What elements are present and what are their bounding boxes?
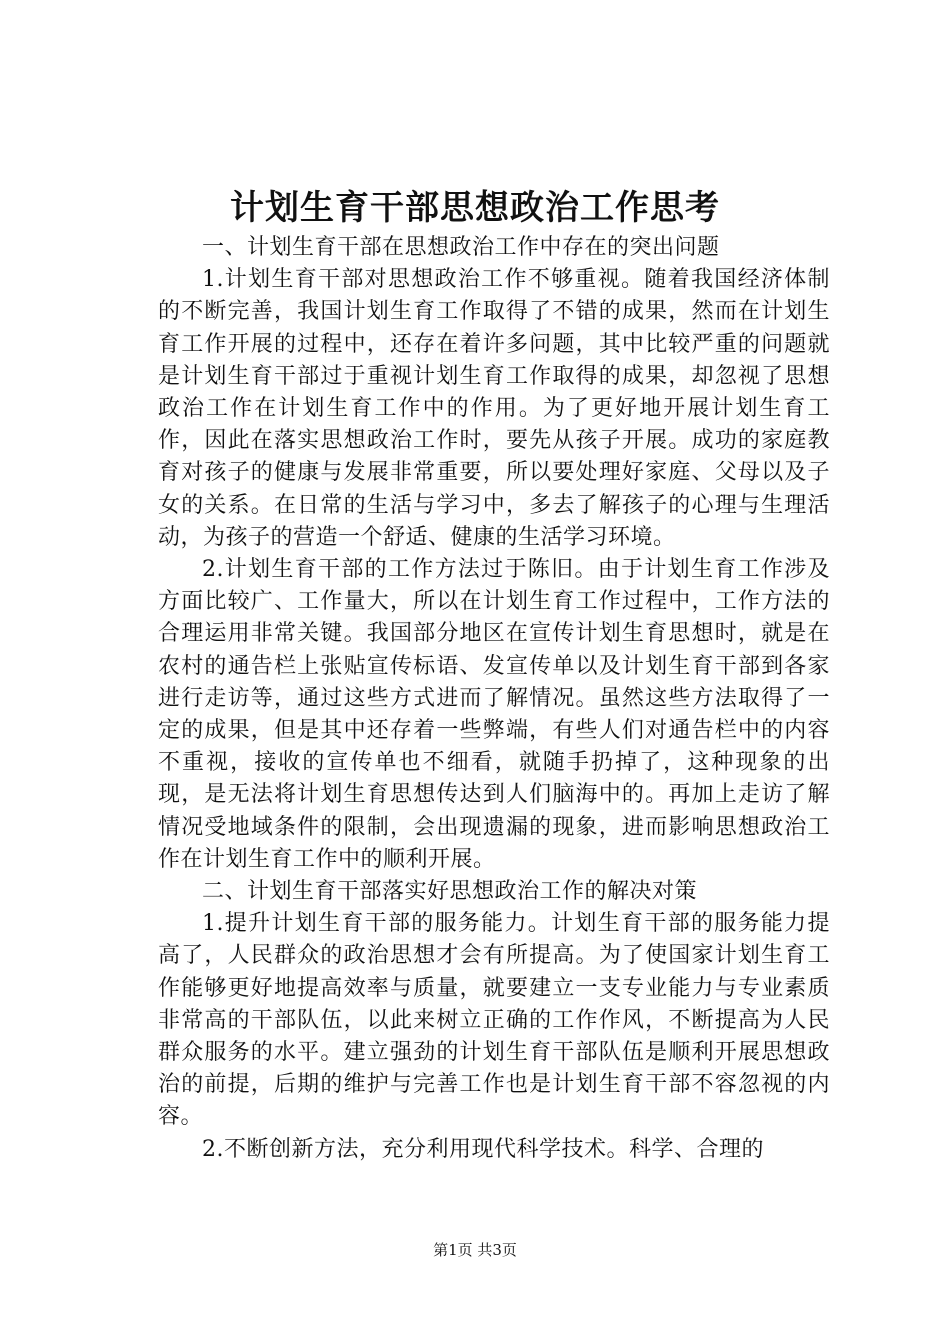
body-paragraph: 2.不断创新方法，充分利用现代科学技术。科学、合理的 bbox=[202, 1136, 764, 1162]
body-paragraph: 1.计划生育干部对思想政治工作不够重视。随着我国经济体制的不断完善，我国计划生育工作取得了不错的成果，然而在计划生育工作开展的过程中，还存在着许多问题，其中比较严重的问题就是计划生育干部过于重视计划生育工作取得的成果，却忽视了思想政治工作在计划生育工作中的作用。为了更好地开展计划生育工作，因此在落实思想政治工作时，要先从孩子开展。成功的家庭教育对孩子的健康与发展非常重要，所以要处理好家庭、父母以及子女的关系。在日常的生活与学习中，多去了解孩子的心理与生理活动，为孩子的营造一个舒适、健康的生活学习环境。 bbox=[158, 267, 830, 550]
document-title: 计划生育干部思想政治工作思考 bbox=[230, 188, 720, 228]
document-body bbox=[158, 232, 830, 1166]
body-paragraph: 2.计划生育干部的工作方法过于陈旧。由于计划生育工作涉及方面比较广、工作量大，所以在计划生育工作过程中，工作方法的合理运用非常关键。我国部分地区在宣传计划生育思想时，就是在农村的通告栏上张贴宣传标语、发宣传单以及计划生育干部到各家进行走访等，通过这些方式进而了解情况。虽然这些方法取得了一定的成果，但是其中还存着一些弊端，有些人们对通告栏中的内容不重视，接收的宣传单也不细看，就随手扔掉了，这种现象的出现，是无法将计划生育思想传达到人们脑海中的。再加上走访了解情况受地域条件的限制，会出现遗漏的现象，进而影响思想政治工作在计划生育工作中的顺利开展。 bbox=[158, 557, 830, 872]
section-heading-1: 一、计划生育干部在思想政治工作中存在的突出问题 bbox=[202, 235, 720, 260]
page-number-footer: 第1页 共3页 bbox=[433, 1241, 517, 1259]
body-paragraph: 1.提升计划生育干部的服务能力。计划生育干部的服务能力提高了，人民群众的政治思想才会有所提高。为了使国家计划生育工作能够更好地提高效率与质量，就要建立一支专业能力与专业素质非常高的干部队伍，以此来树立正确的工作作风，不断提高为人民群众服务的水平。建立强劲的计划生育干部队伍是顺利开展思想政治的前提，后期的维护与完善工作也是计划生育干部不容忽视的内容。 bbox=[158, 911, 830, 1130]
section-heading-2: 二、计划生育干部落实好思想政治工作的解决对策 bbox=[202, 879, 698, 905]
